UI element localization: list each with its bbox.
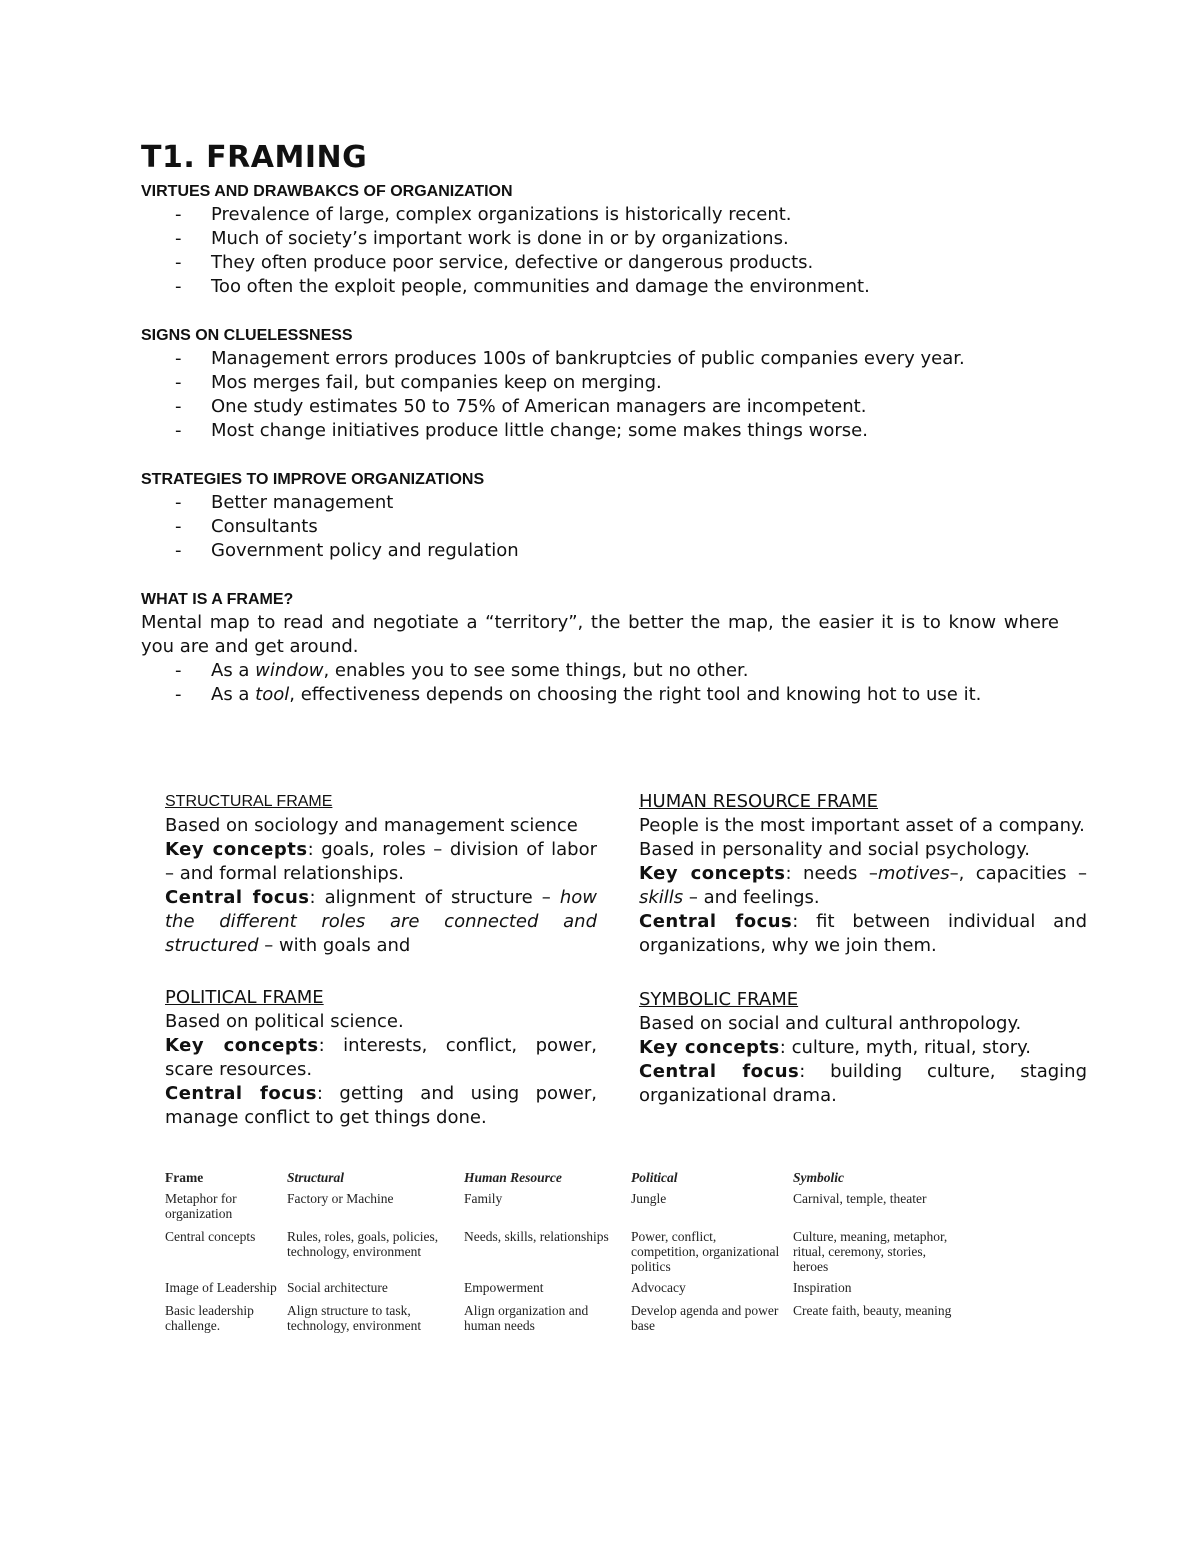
- table-header-cell: Human Resource: [464, 1170, 562, 1185]
- table-cell: Power, conflict, competition, organizational politics: [631, 1229, 780, 1274]
- symbolic-key-concepts: Key concepts: culture, myth, ritual, story.: [639, 1037, 1031, 1058]
- political-frame-title: POLITICAL FRAME: [165, 987, 324, 1008]
- strategies-list: [141, 491, 1059, 563]
- list-item: - Much of society’s important work is done in or by organizations.: [141, 227, 1059, 251]
- symbolic-based: Based on social and cultural anthropology.: [639, 1013, 1022, 1034]
- section-heading-strategies: STRATEGIES TO IMPROVE ORGANIZATIONS: [141, 471, 485, 488]
- section-heading-frame: WHAT IS A FRAME?: [141, 591, 294, 608]
- table-cell: Carnival, temple, theater: [793, 1191, 927, 1206]
- political-central-focus: Central focus: getting and using power, manage conflict to get things done.: [165, 1083, 597, 1128]
- human-key-concepts: Key concepts: needs –motives–, capacities – skills – and feelings.: [639, 863, 1087, 908]
- list-item: - Most change initiatives produce little change; some makes things worse.: [141, 419, 1059, 443]
- human-resource-frame-box: [639, 790, 1087, 970]
- document-body: [141, 140, 1059, 707]
- structural-based: Based on sociology and management science: [165, 815, 578, 836]
- table-header-cell: Structural: [287, 1170, 345, 1185]
- list-item: - Management errors produces 100s of bankruptcies of public companies every year.: [141, 347, 1059, 371]
- table-cell: Basic leadership challenge.: [165, 1303, 254, 1333]
- political-based: Based on political science.: [165, 1011, 404, 1032]
- human-line-1: People is the most important asset of a company.: [639, 815, 1085, 836]
- structural-central-focus: Central focus: alignment of structure – how the different roles are connected and structured – with goals and: [165, 887, 597, 956]
- structural-key-concepts: Key concepts: goals, roles – division of labor – and formal relationships.: [165, 839, 597, 884]
- table-header-cell: Political: [631, 1170, 678, 1185]
- table-header-row: [165, 1170, 965, 1185]
- table-cell: Align structure to task, technology, environment: [287, 1303, 422, 1333]
- frame-list: [141, 659, 1059, 707]
- symbolic-frame-title: SYMBOLIC FRAME: [639, 989, 799, 1010]
- list-item: - Government policy and regulation: [141, 539, 1059, 563]
- human-line-2: Based in personality and social psychology.: [639, 839, 1030, 860]
- table-cell: Rules, roles, goals, policies, technology, environment: [287, 1229, 439, 1259]
- table-row: [165, 1191, 965, 1221]
- table-cell: Central concepts: [165, 1229, 256, 1244]
- list-item: - Consultants: [141, 515, 1059, 539]
- list-item: - Prevalence of large, complex organizations is historically recent.: [141, 203, 1059, 227]
- list-item: - They often produce poor service, defective or dangerous products.: [141, 251, 1059, 275]
- table-cell: Culture, meaning, metaphor, ritual, ceremony, stories, heroes: [793, 1229, 948, 1274]
- list-item: - As a window, enables you to see some things, but no other.: [141, 659, 1059, 683]
- table-header-cell: Symbolic: [793, 1170, 844, 1185]
- list-item: - Better management: [141, 491, 1059, 515]
- table-header-cell: Frame: [165, 1170, 204, 1185]
- virtues-list: [141, 203, 1059, 299]
- political-key-concepts: Key concepts: interests, conflict, power, scare resources.: [165, 1035, 597, 1080]
- section-heading-signs: SIGNS ON CLUELESSNESS: [141, 327, 353, 344]
- human-resource-frame-title: HUMAN RESOURCE FRAME: [639, 791, 879, 812]
- table-cell: Create faith, beauty, meaning: [793, 1303, 952, 1318]
- page-title: T1. FRAMING: [141, 140, 368, 175]
- table-cell: Jungle: [631, 1191, 667, 1206]
- table-cell: Social architecture: [287, 1280, 388, 1295]
- table-cell: Image of Leadership: [165, 1280, 277, 1295]
- structural-frame-box: [165, 790, 597, 970]
- symbolic-central-focus: Central focus: building culture, staging organizational drama.: [639, 1061, 1087, 1106]
- human-central-focus: Central focus: fit between individual and organizations, why we join them.: [639, 911, 1087, 956]
- table-row: [165, 1229, 965, 1274]
- table-cell: Family: [464, 1191, 503, 1206]
- list-item: - Mos merges fail, but companies keep on merging.: [141, 371, 1059, 395]
- table-cell: Inspiration: [793, 1280, 852, 1295]
- table-cell: Advocacy: [631, 1280, 686, 1295]
- section-heading-virtues: VIRTUES AND DRAWBAKCS OF ORGANIZATION: [141, 183, 513, 200]
- symbolic-frame-box: [639, 988, 1087, 1136]
- table-row: [165, 1280, 965, 1295]
- list-item: - As a tool, effectiveness depends on choosing the right tool and knowing hot to use it.: [141, 683, 1059, 707]
- table-cell: Needs, skills, relationships: [464, 1229, 609, 1244]
- frames-comparison-table: [165, 1170, 965, 1333]
- frame-definition: Mental map to read and negotiate a “territory”, the better the map, the easier it is to know where you are and get around.: [141, 612, 1059, 657]
- table-row: [165, 1303, 965, 1333]
- table-cell: Develop agenda and power base: [631, 1303, 779, 1333]
- table-cell: Empowerment: [464, 1280, 544, 1295]
- table-cell: Align organization and human needs: [464, 1303, 589, 1333]
- list-item: - Too often the exploit people, communities and damage the environment.: [141, 275, 1059, 299]
- list-item: - One study estimates 50 to 75% of American managers are incompetent.: [141, 395, 1059, 419]
- signs-list: [141, 347, 1059, 443]
- table-cell: Metaphor for organization: [165, 1191, 237, 1221]
- political-frame-box: [165, 986, 597, 1134]
- structural-frame-title: STRUCTURAL FRAME: [165, 793, 333, 810]
- table-cell: Factory or Machine: [287, 1191, 394, 1206]
